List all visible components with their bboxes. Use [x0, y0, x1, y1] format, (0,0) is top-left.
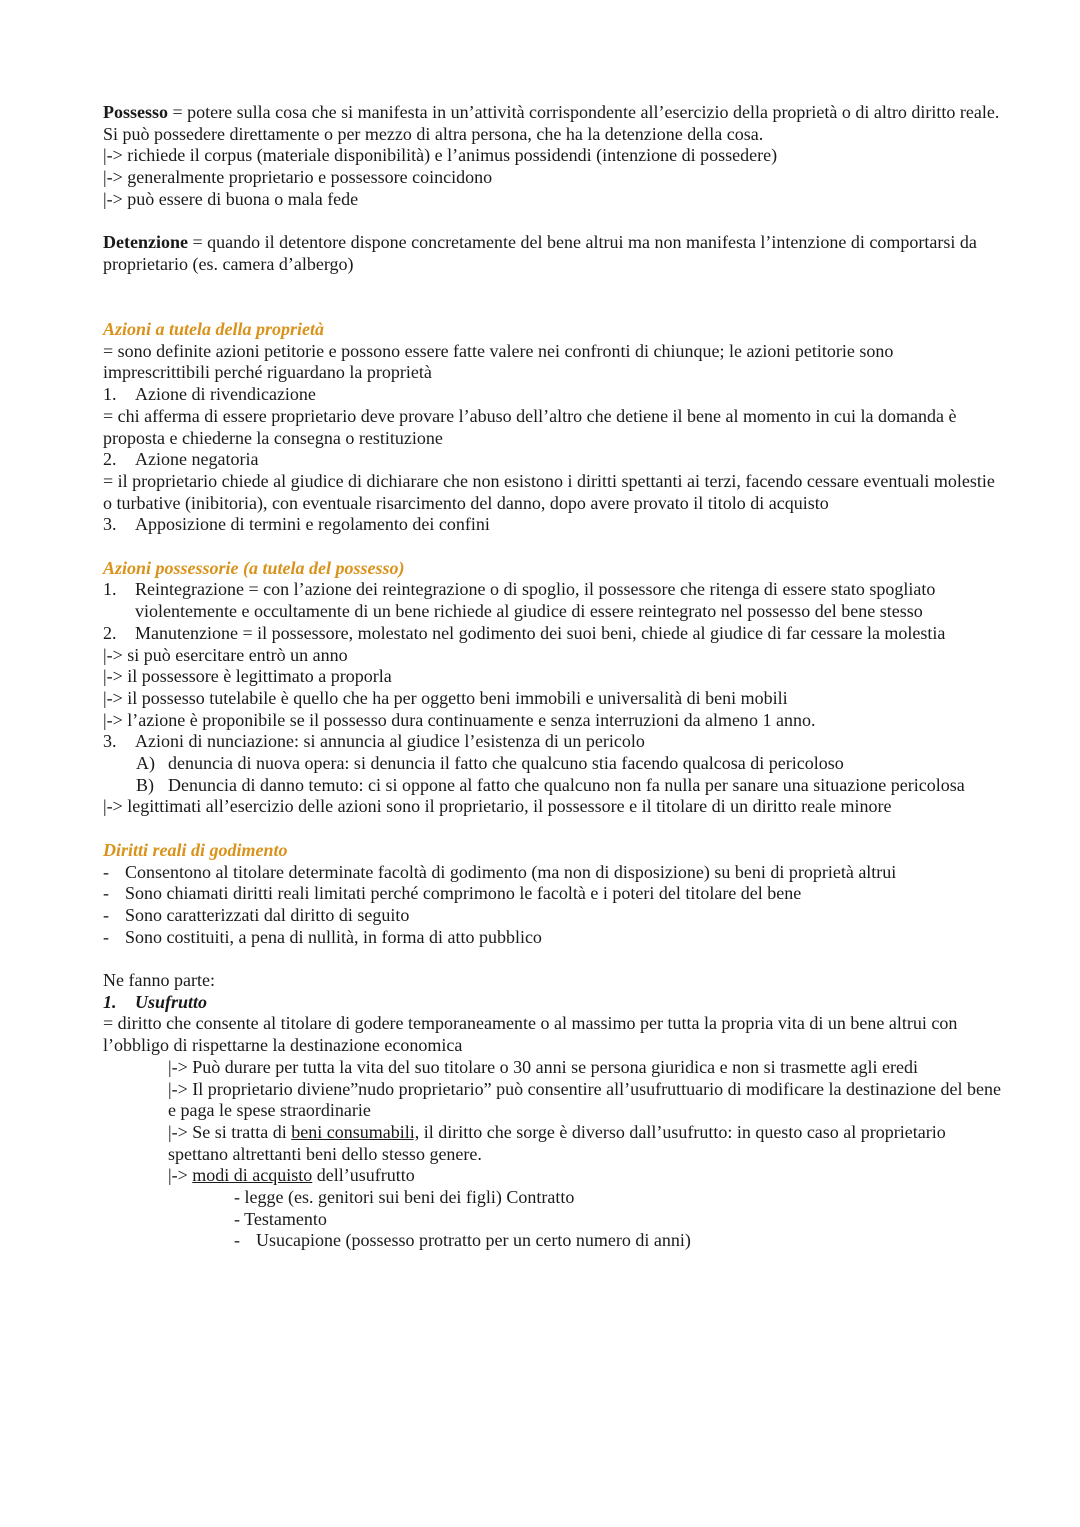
possesso-def-text: = potere sulla cosa che si manifesta in un’attività corrispondente all’esercizio della proprietà o di altro diritto reale. Si può possedere direttamente o per mezzo di altra persona, che ha la detenzione della cosa.: [103, 102, 1000, 144]
list-item: [103, 623, 1003, 645]
detenzione-def-text: = quando il detentore dispone concretamente del bene altrui ma non manifesta l’intenzione di comportarsi da proprietario (es. camera d’albergo): [103, 232, 977, 274]
list-number: 2.: [103, 449, 117, 470]
sub-list-item: [103, 775, 1003, 797]
note-text: il diritto che sorge è diverso dall’usufrutto: in questo caso al proprietario spettano altrettanti beni dello stesso genere.: [168, 1121, 946, 1164]
possesso-note: |-> generalmente proprietario e possessore coincidono: [103, 167, 493, 188]
usufrutto-intro: Ne fanno parte:: [103, 970, 215, 991]
usufrutto-note: |-> Il proprietario diviene”nudo proprietario” può consentire all’usufruttuario di modificare la destinazione del bene e paga le spese straordinarie: [168, 1078, 1001, 1121]
list-item-text: Manutenzione = il possessore, molestato nel godimento dei suoi beni, chiede al giudice di far cessare la molestia: [135, 622, 946, 643]
usufrutto-note: |-> Può durare per tutta la vita del suo titolare o 30 anni se persona giuridica e non si trasmette agli eredi: [168, 1056, 919, 1077]
possessorie-note: |-> l’azione è proponibile se il possesso dura continuamente e senza interruzioni da almeno 1 anno.: [103, 709, 816, 730]
note-text: |->: [168, 1165, 193, 1186]
list-number: 2.: [103, 622, 117, 643]
list-item-desc: = il proprietario chiede al giudice di dichiarare che non esistono i diritti spettanti ai terzi, facendo cessare eventuali molestie o turbative (inibitoria), con eventuale risarcimento del danno, dopo avere provato il titolo di acquisto: [103, 470, 995, 513]
possesso-term: Possesso: [103, 102, 169, 122]
bullet-text: Sono chiamati diritti reali limitati perché comprimono le facoltà e i poteri del titolare del bene: [125, 883, 802, 904]
list-item: [103, 579, 1003, 622]
bullet-item: [103, 862, 1003, 884]
possessorie-note: |-> il possessore è legittimato a proporla: [103, 666, 392, 687]
sub-list-letter: B): [136, 774, 154, 795]
bullet-mark: -: [103, 926, 109, 947]
list-item: [103, 384, 1003, 406]
list-item-text: Azioni di nunciazione: si annuncia al giudice l’esistenza di un pericolo: [135, 731, 645, 752]
list-number: 1.: [103, 579, 117, 600]
possesso-note: |-> richiede il corpus (materiale disponibilità) e l’animus possidendi (intenzione di possedere): [103, 145, 778, 166]
note-text: |-> Se si tratta di: [168, 1121, 292, 1142]
bullet-mark: -: [103, 861, 109, 882]
bullet-mark: -: [103, 904, 109, 925]
detenzione-definition: [103, 232, 1003, 275]
list-item-title: Azione negatoria: [135, 449, 259, 470]
possesso-note: |-> può essere di buona o mala fede: [103, 188, 359, 209]
usufrutto-note: [103, 1122, 1003, 1165]
list-item: [103, 514, 1003, 536]
azioni-proprieta-intro: = sono definite azioni petitorie e possono essere fatte valere nei confronti di chiunque; le azioni petitorie sono imprescrittibili perché riguardano la proprietà: [103, 340, 894, 383]
possessorie-note: |-> si può esercitare entrò un anno: [103, 644, 348, 665]
list-item: [103, 731, 1003, 753]
list-item-title: Azione di rivendicazione: [135, 384, 316, 405]
bullet-text: Consentono al titolare determinate facoltà di godimento (ma non di disposizione) su beni di proprietà altrui: [125, 861, 897, 882]
usufrutto-title: Usufrutto: [135, 991, 208, 1012]
underlined-term: beni consumabili,: [291, 1121, 420, 1142]
bullet-text: Usucapione (possesso protratto per un certo numero di anni): [256, 1230, 691, 1251]
sub-list-letter: A): [136, 753, 155, 774]
bullet-item: [103, 927, 1003, 949]
section-heading-azioni-proprieta: Azioni a tutela della proprietà: [103, 319, 325, 339]
list-item-text: Reintegrazione = con l’azione dei reintegrazione o di spoglio, il possessore che ritenga di essere stato spogliato violentemente e occultamente di un bene richiede al giudice di essere reintegrato nel possesso del bene stesso: [135, 579, 936, 622]
usufrutto-def: = diritto che consente al titolare di godere temporaneamente o al massimo per tutta la propria vita di un bene altrui con l’obbligo di rispettarne la destinazione economica: [103, 1013, 958, 1056]
sub-list-text: denuncia di nuova opera: si denuncia il fatto che qualcuno stia facendo qualcosa di pericoloso: [168, 753, 844, 774]
possessorie-final-note: |-> legittimati all’esercizio delle azioni sono il proprietario, il possessore e il titolare di un diritto reale minore: [103, 796, 892, 817]
list-number: 1.: [103, 991, 117, 1012]
bullet-text: Sono caratterizzati dal diritto di seguito: [125, 904, 410, 925]
modo-acquisto-item: - Testamento: [234, 1208, 327, 1229]
usufrutto-heading: [103, 992, 1003, 1014]
bullet-item: [103, 905, 1003, 927]
sub-list-text: Denuncia di danno temuto: ci si oppone al fatto che qualcuno non fa nulla per sanare una situazione pericolosa: [168, 774, 965, 795]
detenzione-term: Detenzione: [103, 232, 188, 253]
bullet-mark: -: [234, 1230, 240, 1251]
bullet-text: Sono costituiti, a pena di nullità, in forma di atto pubblico: [125, 926, 542, 947]
list-item: [103, 449, 1003, 471]
usufrutto-note: [103, 1165, 1003, 1187]
possesso-definition: [103, 102, 1003, 145]
list-item-title: Apposizione di termini e regolamento dei confini: [135, 514, 490, 535]
section-heading-azioni-possessorie: Azioni possessorie (a tutela del possesso): [103, 557, 405, 578]
bullet-mark: -: [103, 883, 109, 904]
list-number: 1.: [103, 384, 117, 405]
list-number: 3.: [103, 731, 117, 752]
sub-list-item: [103, 753, 1003, 775]
underlined-term: modi di acquisto: [192, 1165, 313, 1186]
modo-acquisto-item: [103, 1230, 1003, 1252]
section-heading-diritti-reali: Diritti reali di godimento: [103, 839, 288, 860]
note-text: dell’usufrutto: [312, 1165, 415, 1186]
bullet-item: [103, 883, 1003, 905]
possessorie-note: |-> il possesso tutelabile è quello che ha per oggetto beni immobili e universalità di beni mobili: [103, 687, 788, 708]
list-number: 3.: [103, 514, 117, 535]
list-item-desc: = chi afferma di essere proprietario deve provare l’abuso dell’altro che detiene il bene al momento in cui la domanda è proposta e chiederne la consegna o restituzione: [103, 405, 957, 448]
document-page: [103, 102, 1003, 1252]
modo-acquisto-item: - legge (es. genitori sui beni dei figli) Contratto: [234, 1187, 575, 1208]
